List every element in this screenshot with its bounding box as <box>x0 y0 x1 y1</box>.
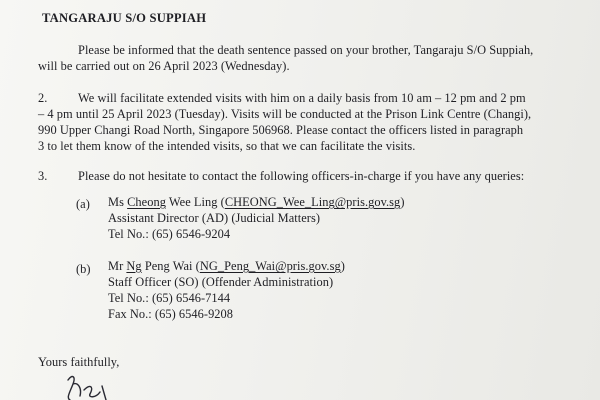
paragraph-3-line-1: Please do not hesitate to contact the following officers-in-charge if you have any queries: <box>78 169 525 183</box>
officer-a-surname: Cheong <box>127 195 166 209</box>
officer-b-tel: Tel No.: (65) 6546-7144 <box>108 291 231 305</box>
letter-heading: TANGARAJU S/O SUPPIAH <box>42 11 207 25</box>
officer-b-marker: (b) <box>76 262 91 276</box>
paragraph-2-line-2: – 4 pm until 25 April 2023 (Tuesday). Visits will be conducted at the Prison Link Centre (Changi), <box>38 107 532 121</box>
paragraph-1-line-1: Please be informed that the death sentence passed on your brother, Tangaraju S/O Suppiah, <box>78 43 534 57</box>
officer-a-prefix: Ms <box>108 195 124 209</box>
officer-b-close: ) <box>340 259 345 273</box>
officer-b-fax: Fax No.: (65) 6546-9208 <box>108 307 234 321</box>
officer-a-marker: (a) <box>76 197 90 211</box>
officer-a-name-line <box>108 194 405 210</box>
officer-a-given: Wee Ling ( <box>168 195 225 209</box>
officer-b-email-link[interactable]: NG_Peng_Wai@pris.gov.sg <box>199 259 341 273</box>
officer-a-title: Assistant Director (AD) (Judicial Matters) <box>108 211 320 225</box>
paragraph-3-number: 3. <box>38 169 48 183</box>
officer-b-surname: Ng <box>126 259 142 273</box>
officer-b-given: Peng Wai ( <box>144 259 200 273</box>
closing-line: Yours faithfully, <box>38 355 120 369</box>
paragraph-1-line-2: will be carried out on 26 April 2023 (Wednesday). <box>38 59 290 73</box>
paragraph-2-line-4: 3 to let them know of the intended visits, so that we can facilitate the visits. <box>38 139 416 153</box>
officer-b-title: Staff Officer (SO) (Offender Administration) <box>108 275 334 289</box>
signature-scribble <box>60 372 120 400</box>
officer-a-tel: Tel No.: (65) 6546-9204 <box>108 227 231 241</box>
paragraph-2-number: 2. <box>38 91 48 105</box>
officer-a-email-link[interactable]: CHEONG_Wee_Ling@pris.gov.sg <box>224 195 401 209</box>
officer-b-prefix: Mr <box>108 259 124 273</box>
paragraph-2-line-1: We will facilitate extended visits with him on a daily basis from 10 am – 12 pm and 2 pm <box>78 91 526 105</box>
officer-b-name-line <box>108 258 345 274</box>
paragraph-2-line-3: 990 Upper Changi Road North, Singapore 506968. Please contact the officers listed in paragraph <box>38 123 524 137</box>
officer-a-close: ) <box>400 195 405 209</box>
